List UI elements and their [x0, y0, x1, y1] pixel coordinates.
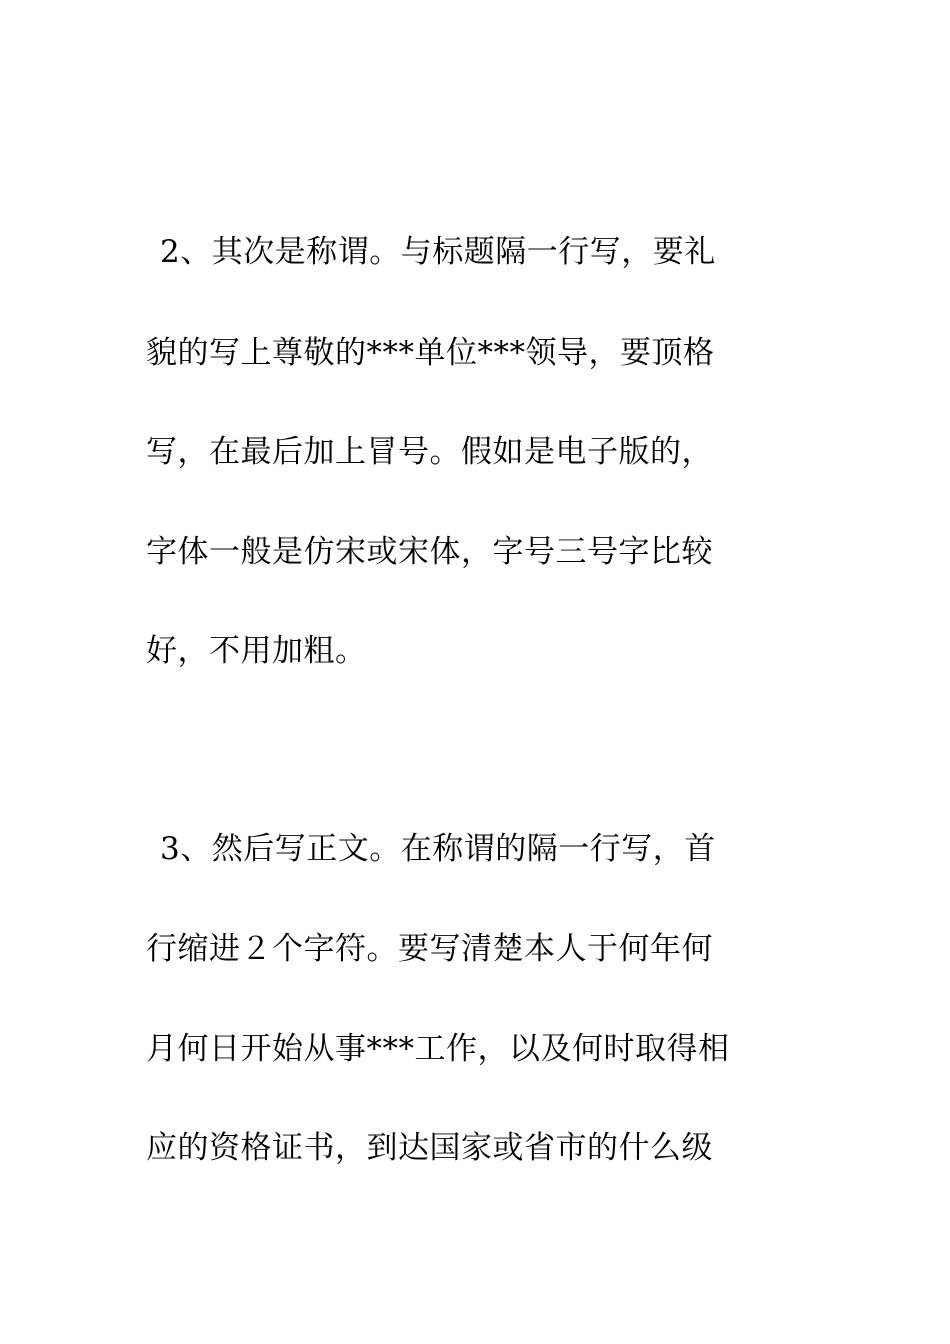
paragraph-3-line-2: 行缩进２个字符。要写清楚本人于何年何	[146, 931, 713, 967]
paragraph-2-line-2: 貌的写上尊敬的***单位***领导，要顶格	[146, 335, 715, 371]
paragraph-2-line-3: 写，在最后加上冒号。假如是电子版的，	[146, 434, 713, 470]
paragraph-3-line-3: 月何日开始从事***工作，以及何时取得相	[146, 1031, 730, 1067]
paragraph-2-line-5: 好，不用加粗。	[146, 633, 367, 669]
paragraph-2-line-1: 2、其次是称谓。与标题隔一行写，要礼	[160, 234, 716, 270]
paragraph-3-line-1: 3、然后写正文。在称谓的隔一行写，首	[160, 831, 716, 867]
paragraph-2-line-4: 字体一般是仿宋或宋体，字号三号字比较	[146, 534, 713, 570]
paragraph-3-line-4: 应的资格证书，到达国家或省市的什么级	[146, 1130, 713, 1166]
